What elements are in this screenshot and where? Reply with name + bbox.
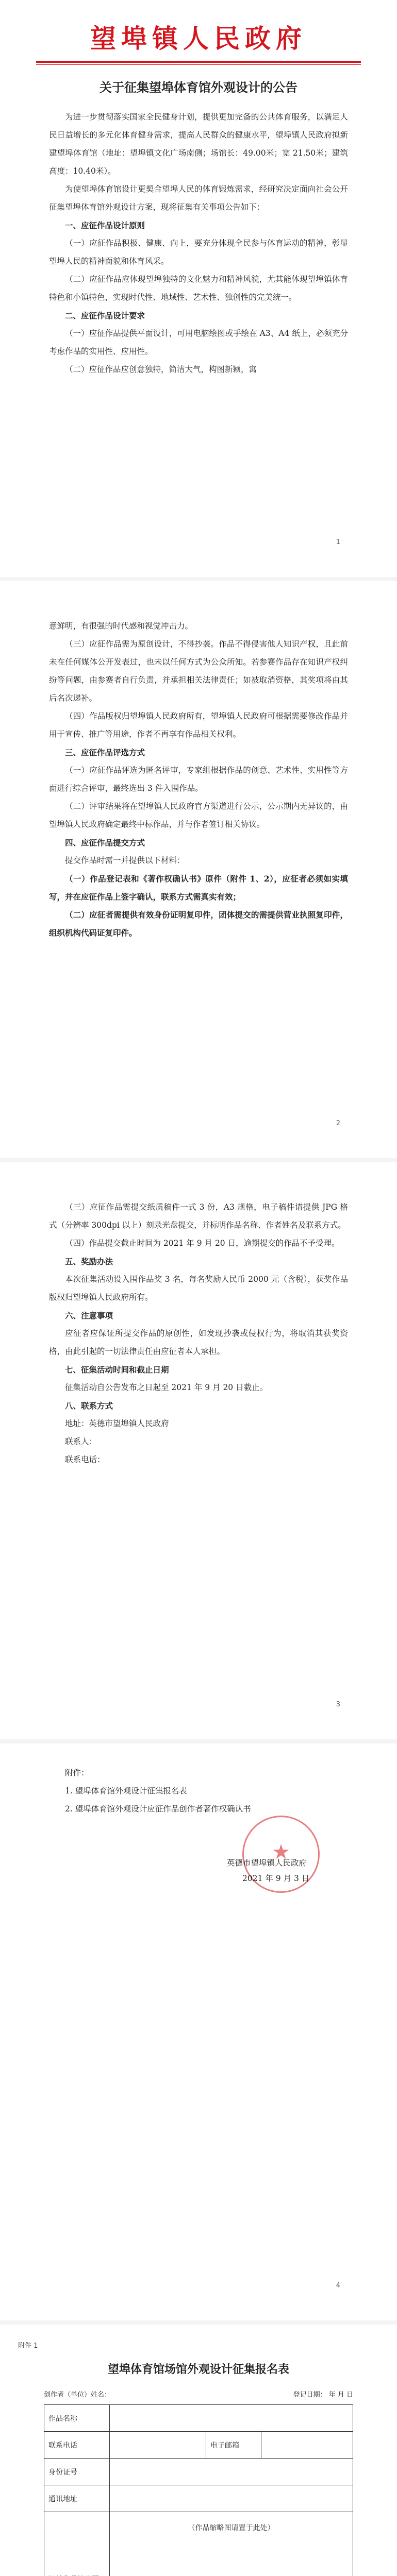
page-number: 2 xyxy=(336,1120,340,1127)
attachments-label: 附件： xyxy=(65,1768,89,1777)
document-page-4 xyxy=(0,1743,397,2320)
page-3-body xyxy=(49,1198,348,1469)
section-6-heading: 六、注意事项 xyxy=(65,1311,113,1320)
thumbnail-placeholder: （作品缩略图请置于此处） xyxy=(188,2524,275,2532)
section-4-item-4: （四）作品提交截止时间为 2021 年 9 月 20 日，逾期提交的作品不予受理。 xyxy=(65,1239,340,1248)
header-red-rule-thin xyxy=(36,64,361,65)
section-5-text: 本次征集活动设入围作品奖 3 名，每名奖励人民币 2000 元（含税），获奖作品版权归望埠镇人民政府所有。 xyxy=(49,1275,348,1302)
document-title: 关于征集望埠体育馆外观设计的公告 xyxy=(100,80,297,95)
section-4-heading: 四、应征作品提交方式 xyxy=(65,838,145,848)
intro-paragraph: 为进一步贯彻落实国家全民健身计划，提供更加完备的公共体育服务，以满足人民日益增长的多元化体育健身需求，提高人民群众的健康水平，望埠镇人民政府拟新建望埠体育馆（地址：望埠镇文化广场南侧；场馆长：49.00米；宽 21.50米；建筑高度：10.40米）。 xyxy=(49,112,348,176)
page-1-body xyxy=(49,108,348,379)
registration-form-table xyxy=(44,2404,353,2576)
section-2-heading: 二、应征作品设计要求 xyxy=(65,311,145,320)
section-3-item-2: （二）评审结果将在望埠镇人民政府官方渠道进行公示，公示期内无异议的，由望埠镇人民政府确定最终中标作品，并与作者签订相关协议。 xyxy=(49,802,348,829)
section-8-heading: 八、联系方式 xyxy=(65,1401,113,1411)
section-2-item-4: （四）作品版权归望埠镇人民政府所有，望埠镇人民政府可根据需要修改作品并用于宣传、推广等用途，作者不再享有作品相关权利。 xyxy=(49,711,348,739)
contact-phone: 联系电话： xyxy=(65,1455,105,1464)
section-3-heading: 三、应征作品评选方式 xyxy=(65,748,145,757)
registration-date-label: 登记日期： 年 月 日 xyxy=(293,2391,353,2399)
org-header-title: 望埠镇人民政府 xyxy=(90,24,307,54)
thumbnail-field[interactable] xyxy=(110,2512,353,2576)
page-number: 3 xyxy=(336,1701,340,1708)
id-number-field[interactable] xyxy=(110,2459,353,2485)
contact-address: 地址：英德市望埠镇人民政府 xyxy=(65,1419,169,1428)
page-2-body xyxy=(49,617,348,942)
page-4-body xyxy=(49,1764,348,1818)
attachment-1: 1. 望埠体育馆外观设计征集报名表 xyxy=(65,1786,187,1795)
address-label: 通讯地址 xyxy=(44,2485,110,2512)
document-page-3 xyxy=(0,1162,397,1739)
section-2-item-3: （三）应征作品需为原创设计，不得抄袭。作品不得侵害他人知识产权，且此前未在任何媒体公开发表过，也未以任何方式为公众所知。若参赛作品存在知识产权纠纷等问题，由参赛者自行负责，并承担相关法律责任；如被取消资格，其奖项将由其后名次递补。 xyxy=(49,639,348,703)
section-1-heading: 一、应征作品设计原则 xyxy=(65,221,145,230)
page-number: 1 xyxy=(336,538,340,546)
contact-person: 联系人： xyxy=(65,1437,97,1446)
section-4-intro: 提交作品时需一并提供以下材料： xyxy=(65,856,185,865)
thumbnail-label xyxy=(44,2512,110,2576)
attachment-2: 2. 望埠体育馆外观设计应征作品创作者著作权确认书 xyxy=(65,1804,251,1814)
email-label: 电子邮箱 xyxy=(206,2432,261,2459)
form-meta-line xyxy=(44,2389,353,2399)
section-4-item-2: （二）应征者需提供有效身份证明复印件，团体提交的需提供营业执照复印件，组织机构代码证复印件。 xyxy=(49,910,348,938)
email-field[interactable] xyxy=(261,2432,353,2459)
contact-phone-label: 联系电话 xyxy=(44,2432,110,2459)
creator-name-label: 创作者（单位）姓名： xyxy=(44,2391,111,2399)
section-2-item-2: （二）应征作品应创意独特，简洁大气，构图新颖，寓 xyxy=(65,365,257,374)
address-field[interactable] xyxy=(110,2485,353,2512)
signing-date: 2021 年 9 月 3 日 xyxy=(242,1874,310,1883)
signing-organization: 英德市望埠镇人民政府 xyxy=(227,1858,307,1868)
section-3-item-1: （一）应征作品评选为匿名评审，专家组根据作品的创意、艺术性、实用性等方面进行综合评审，最终选出 3 件入围作品。 xyxy=(49,766,348,793)
document-page-1 xyxy=(0,0,397,577)
section-4-item-1: （一）作品登记表和《著作权确认书》原件（附件 1、2），应征者必须如实填写，并在应征作品上签字确认，联系方式需真实有效； xyxy=(49,874,348,902)
section-6-text: 应征者应保证所提交作品的原创性，如发现抄袭或侵权行为，将取消其获奖资格，由此引起的一切法律责任由应征者本人承担。 xyxy=(49,1329,348,1356)
id-number-label: 身份证号 xyxy=(44,2459,110,2485)
section-2-item-1: （一）应征作品提供平面设计，可用电脑绘图或手绘在 A3、A4 纸上，必须充分考虑作品的实用性、应用性。 xyxy=(49,329,348,356)
official-seal-icon: ★ xyxy=(242,1816,320,1893)
header-red-rule xyxy=(36,61,361,63)
section-1-item-2: （二）应征作品应体现望埠独特的文化魅力和精神风貌，尤其能体现望埠镇体育特色和小镇特色，实现时代性、地域性、艺术性、独创性的完美统一。 xyxy=(49,275,348,302)
section-1-item-1: （一）应征作品积极、健康、向上，要充分体现全民参与体育运动的精神，彰显望埠人民的精神面貌和体育风采。 xyxy=(49,239,348,266)
intro-paragraph-2: 为使望埠体育馆设计更契合望埠人民的体育锻炼需求，经研究决定面向社会公开征集望埠体育馆外观设计方案，现将征集有关事项公告如下： xyxy=(49,184,348,212)
page-number: 4 xyxy=(336,2282,340,2290)
registration-form-page xyxy=(0,2325,397,2576)
document-page-2 xyxy=(0,581,397,1158)
work-name-field[interactable] xyxy=(110,2405,353,2432)
section-7-text: 征集活动自公告发布之日起至 2021 年 9 月 20 日截止。 xyxy=(65,1383,268,1392)
work-name-label: 作品名称 xyxy=(44,2405,110,2432)
attachment-label: 附件 1 xyxy=(18,2342,38,2350)
form-title: 望埠体育馆场馆外观设计征集报名表 xyxy=(107,2363,289,2376)
section-2-item-2-cont: 意鲜明，有很强的时代感和视觉冲击力。 xyxy=(49,621,193,631)
section-7-heading: 七、征集活动时间和截止日期 xyxy=(65,1365,169,1375)
section-5-heading: 五、奖励办法 xyxy=(65,1257,113,1266)
contact-phone-field[interactable] xyxy=(110,2432,206,2459)
section-4-item-3: （三）应征作品需提交纸质稿件一式 3 份，A3 规格，电子稿件请提供 JPG 格式（分辨率 300dpi 以上）刻录光盘提交，并标明作品名称、作者姓名及联系方式。 xyxy=(49,1202,348,1230)
